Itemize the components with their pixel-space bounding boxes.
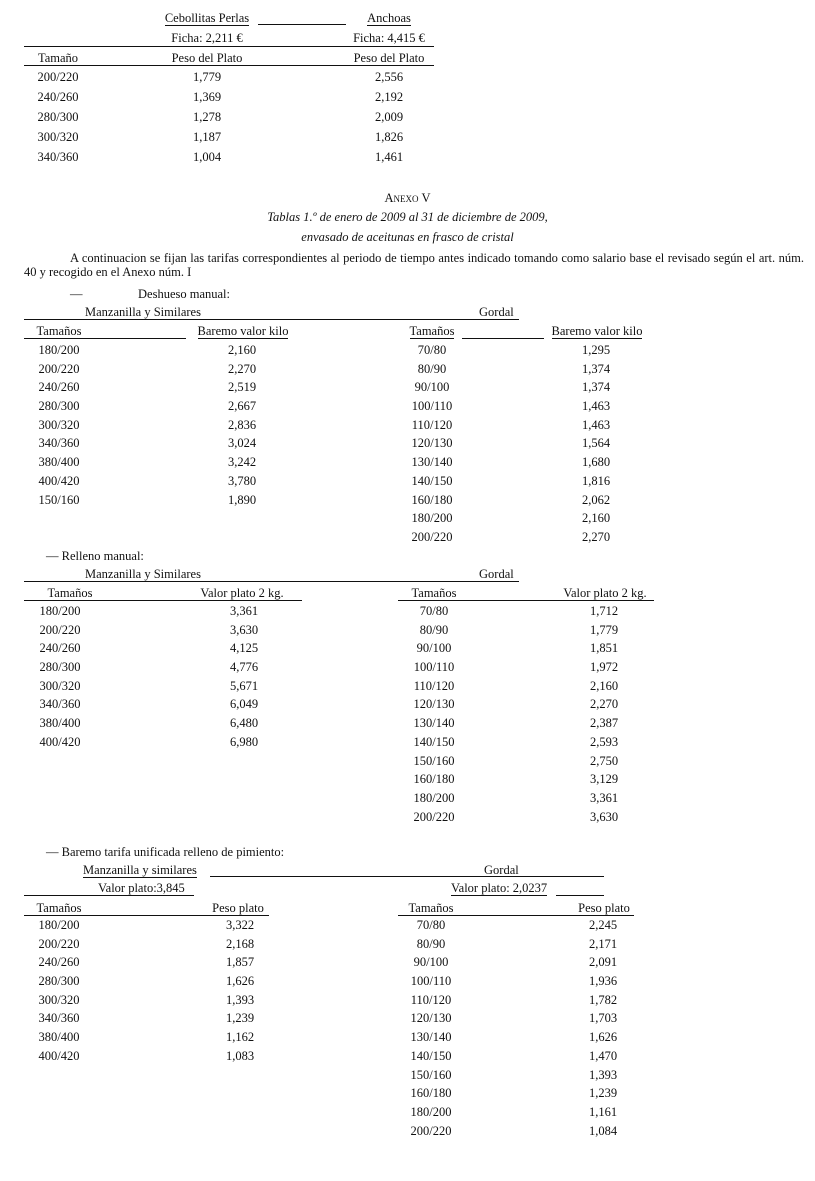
table-row	[0, 1086, 815, 1105]
cell-value: 1,463	[581, 417, 611, 432]
table-row	[0, 1068, 815, 1087]
cell-size: 180/200	[411, 511, 453, 526]
header-valor-right: Baremo valor kilo	[551, 324, 643, 338]
cell-size: 160/180	[413, 772, 455, 787]
cell-value: 6,049	[229, 697, 259, 712]
cell-value: 6,980	[229, 734, 259, 749]
table-body-right	[0, 604, 815, 828]
table-row	[0, 810, 815, 829]
table-row	[0, 150, 450, 170]
cell-value: 3,361	[229, 604, 259, 618]
table-row	[0, 697, 815, 716]
table-row	[0, 380, 815, 399]
cell-value: 3,361	[589, 790, 619, 805]
table-body-right	[0, 918, 815, 1142]
cell-size: 300/320	[39, 678, 81, 693]
rule	[462, 338, 544, 339]
cell-size: 100/110	[411, 399, 453, 414]
cell-size: 140/150	[411, 473, 453, 488]
cell-value: 1,374	[581, 361, 611, 376]
header-tamanos-left: Tamaños	[36, 901, 82, 915]
annex-title: Anexo V	[384, 191, 431, 205]
table-row	[0, 436, 815, 455]
header-tamanos-left: Tamaños	[36, 324, 82, 338]
cell-size: 140/150	[410, 1048, 452, 1063]
cell-size: 400/420	[39, 734, 81, 749]
cell-value: 1,782	[588, 992, 618, 1007]
cell-size: 90/100	[416, 641, 452, 656]
header-valor-left: Valor plato 2 kg.	[200, 586, 284, 600]
cell-value: 1,703	[588, 1011, 618, 1026]
cell-size: 90/100	[413, 955, 449, 970]
section-label: — Baremo tarifa unificada relleno de pimiento:	[46, 845, 285, 859]
cell-size: 200/220	[410, 1123, 452, 1138]
group-gordal: Gordal	[479, 305, 514, 319]
cell-size: 200/220	[38, 936, 80, 951]
header-tamanos-right: Tamaños	[411, 586, 457, 600]
rule	[24, 915, 269, 916]
cell-size: 240/260	[39, 641, 81, 656]
table-row	[0, 660, 815, 679]
cell-size: 280/300	[37, 110, 79, 124]
cell-size: 90/100	[414, 380, 450, 395]
table-row	[0, 754, 815, 773]
table-row	[0, 530, 815, 549]
cell-value: 1,680	[581, 455, 611, 470]
header-valor-left: Baremo valor kilo	[197, 324, 289, 338]
cell-value: 2,556	[374, 70, 404, 84]
cell-value: 1,369	[192, 90, 222, 104]
header-valor-left: Peso plato	[212, 901, 264, 915]
cell-value: 3,242	[227, 455, 257, 470]
cell-value: 1,084	[588, 1123, 618, 1138]
group-manzanilla: Manzanilla y Similares	[85, 305, 201, 319]
table-row	[0, 623, 815, 642]
cell-size: 100/110	[413, 660, 455, 675]
table-row	[0, 418, 815, 437]
table-row	[0, 362, 815, 381]
cell-value: 2,160	[227, 343, 257, 357]
cell-value: 1,779	[589, 622, 619, 637]
table-row	[0, 1049, 815, 1068]
cell-size: 200/220	[413, 809, 455, 824]
cell-size: 340/360	[37, 150, 79, 164]
cell-value: 1,083	[225, 1048, 255, 1063]
cell-size: 400/420	[38, 1048, 80, 1063]
header-peso-anchoas: Peso del Plato	[353, 51, 425, 65]
table-row	[0, 716, 815, 735]
table-row	[0, 455, 815, 474]
valor-plato-right: Valor plato: 2,0237	[451, 881, 548, 895]
table-row	[0, 791, 815, 810]
cell-size: 80/90	[419, 622, 449, 637]
cell-value: 2,168	[225, 936, 255, 951]
cell-size: 300/320	[38, 417, 80, 432]
rule	[24, 895, 194, 896]
group-gordal: Gordal	[484, 863, 519, 877]
cell-value: 2,519	[227, 380, 257, 395]
cell-value: 1,374	[581, 380, 611, 395]
group-manzanilla: Manzanilla y similares	[83, 863, 197, 877]
header-tamanos-left: Tamaños	[47, 586, 93, 600]
table-row	[0, 90, 450, 110]
table-row	[0, 1030, 815, 1049]
cell-size: 180/200	[38, 343, 80, 357]
cell-size: 100/110	[410, 974, 452, 989]
cell-size: 180/200	[39, 604, 81, 618]
rule	[398, 600, 654, 601]
header-valor-right: Valor plato 2 kg.	[563, 586, 647, 600]
cell-size: 70/80	[416, 918, 446, 932]
table-row	[0, 604, 815, 623]
header-tamano: Tamaño	[37, 51, 79, 65]
cell-value: 1,816	[581, 473, 611, 488]
table-row	[0, 474, 815, 493]
header-tamanos-right: Tamaños	[408, 901, 454, 915]
cell-value: 2,270	[589, 697, 619, 712]
group-gordal: Gordal	[479, 567, 514, 581]
table-row	[0, 918, 815, 937]
annex-subtitle-2: envasado de aceitunas en frasco de cristal	[301, 230, 514, 244]
header-valor-right: Peso plato	[578, 901, 630, 915]
table-row	[0, 1105, 815, 1124]
cell-value: 2,245	[588, 918, 618, 932]
cell-size: 200/220	[37, 70, 79, 84]
ficha-cebollitas: Ficha: 2,211 €	[171, 31, 243, 45]
cell-size: 200/220	[411, 529, 453, 544]
cell-value: 1,239	[225, 1011, 255, 1026]
cell-value: 3,129	[589, 772, 619, 787]
cell-size: 110/120	[410, 992, 452, 1007]
col-title-anchoas: Anchoas	[367, 11, 411, 25]
annex-paragraph: A continuacion se fijan las tarifas correspondientes al periodo de tiempo antes indicado tomando como salario base el revisado según el art. núm. 40 y recogido en el Anexo núm. I	[24, 251, 804, 279]
cell-value: 1,187	[192, 130, 222, 144]
cell-value: 3,630	[589, 809, 619, 824]
cell-size: 150/160	[413, 753, 455, 768]
rule	[258, 24, 346, 25]
header-tamanos-right: Tamaños	[409, 324, 455, 338]
cell-value: 2,009	[374, 110, 404, 124]
cell-size: 300/320	[37, 130, 79, 144]
table-row	[0, 1011, 815, 1030]
cell-value: 1,161	[588, 1104, 618, 1119]
cell-value: 3,024	[227, 436, 257, 451]
rule	[24, 65, 434, 66]
cell-size: 120/130	[413, 697, 455, 712]
cell-size: 280/300	[38, 399, 80, 414]
cell-value: 1,857	[225, 955, 255, 970]
cell-value: 2,387	[589, 716, 619, 731]
cell-size: 160/180	[411, 492, 453, 507]
table-row	[0, 735, 815, 754]
table-row	[0, 511, 815, 530]
header-peso-cebollitas: Peso del Plato	[171, 51, 243, 65]
cell-value: 1,393	[588, 1067, 618, 1082]
cell-size: 130/140	[410, 1030, 452, 1045]
table-row	[0, 70, 450, 90]
cell-value: 2,160	[581, 511, 611, 526]
section-dash: —	[70, 287, 83, 301]
rule	[24, 319, 519, 320]
annex-subtitle-1: Tablas 1.º de enero de 2009 al 31 de diciembre de 2009,	[267, 210, 548, 224]
table-row	[0, 679, 815, 698]
cell-size: 120/130	[410, 1011, 452, 1026]
cell-value: 1,461	[374, 150, 404, 164]
section-label: — Relleno manual:	[46, 549, 144, 563]
cell-size: 280/300	[38, 974, 80, 989]
rule	[210, 876, 604, 877]
cell-value: 1,712	[589, 604, 619, 618]
cell-value: 2,836	[227, 417, 257, 432]
rule	[24, 46, 434, 47]
cell-size: 380/400	[38, 455, 80, 470]
ficha-anchoas: Ficha: 4,415 €	[353, 31, 425, 45]
cell-value: 1,626	[225, 974, 255, 989]
table-row	[0, 993, 815, 1012]
table-row	[0, 641, 815, 660]
cell-size: 280/300	[39, 660, 81, 675]
cell-size: 110/120	[411, 417, 453, 432]
cell-size: 80/90	[417, 361, 447, 376]
rule	[94, 338, 186, 339]
cell-value: 5,671	[229, 678, 259, 693]
cell-value: 1,239	[588, 1086, 618, 1101]
table-row	[0, 955, 815, 974]
cell-value: 1,295	[581, 343, 611, 357]
cell-size: 300/320	[38, 992, 80, 1007]
cell-size: 240/260	[38, 380, 80, 395]
cell-value: 3,630	[229, 622, 259, 637]
cell-size: 70/80	[417, 343, 447, 357]
table-row	[0, 399, 815, 418]
cell-size: 180/200	[410, 1104, 452, 1119]
table-body	[0, 70, 450, 170]
cell-value: 2,750	[589, 753, 619, 768]
cell-value: 2,270	[227, 361, 257, 376]
cell-size: 150/160	[410, 1067, 452, 1082]
cell-size: 340/360	[38, 1011, 80, 1026]
rule	[24, 338, 94, 339]
table-row	[0, 110, 450, 130]
rule	[24, 600, 302, 601]
cell-value: 1,936	[588, 974, 618, 989]
rule	[398, 915, 634, 916]
cell-size: 200/220	[38, 361, 80, 376]
cell-size: 110/120	[413, 678, 455, 693]
cell-size: 380/400	[38, 1030, 80, 1045]
cell-value: 2,192	[374, 90, 404, 104]
cell-size: 150/160	[38, 492, 80, 507]
cell-size: 140/150	[413, 734, 455, 749]
cell-value: 1,162	[225, 1030, 255, 1045]
cell-value: 1,890	[227, 492, 257, 507]
table-row	[0, 343, 815, 362]
valor-plato-left: Valor plato:3,845	[98, 881, 185, 895]
cell-size: 200/220	[39, 622, 81, 637]
cell-size: 130/140	[411, 455, 453, 470]
cell-size: 160/180	[410, 1086, 452, 1101]
cell-value: 2,593	[589, 734, 619, 749]
cell-value: 1,463	[581, 399, 611, 414]
cell-size: 180/200	[413, 790, 455, 805]
cell-value: 4,125	[229, 641, 259, 656]
cell-value: 3,322	[225, 918, 255, 932]
cell-size: 80/90	[416, 936, 446, 951]
cell-size: 120/130	[411, 436, 453, 451]
cell-value: 1,564	[581, 436, 611, 451]
cell-size: 340/360	[38, 436, 80, 451]
cell-value: 2,667	[227, 399, 257, 414]
table-row	[0, 1124, 815, 1143]
section-label: Deshueso manual:	[138, 287, 230, 301]
cell-value: 1,004	[192, 150, 222, 164]
cell-value: 2,171	[588, 936, 618, 951]
cell-size: 180/200	[38, 918, 80, 932]
cell-value: 1,393	[225, 992, 255, 1007]
col-title-cebollitas: Cebollitas Perlas	[164, 11, 250, 25]
cell-value: 3,780	[227, 473, 257, 488]
table-row	[0, 937, 815, 956]
cell-value: 2,091	[588, 955, 618, 970]
cell-value: 1,779	[192, 70, 222, 84]
cell-size: 400/420	[38, 473, 80, 488]
cell-value: 1,826	[374, 130, 404, 144]
cell-value: 4,776	[229, 660, 259, 675]
group-manzanilla: Manzanilla y Similares	[85, 567, 201, 581]
cell-size: 240/260	[37, 90, 79, 104]
cell-value: 2,062	[581, 492, 611, 507]
table-row	[0, 493, 815, 512]
cell-value: 1,470	[588, 1048, 618, 1063]
cell-value: 1,972	[589, 660, 619, 675]
cell-value: 2,270	[581, 529, 611, 544]
rule	[24, 581, 519, 582]
cell-size: 340/360	[39, 697, 81, 712]
cell-size: 130/140	[413, 716, 455, 731]
table-body-right	[0, 343, 815, 549]
table-row	[0, 974, 815, 993]
cell-value: 1,278	[192, 110, 222, 124]
cell-value: 1,626	[588, 1030, 618, 1045]
cell-value: 2,160	[589, 678, 619, 693]
table-row	[0, 130, 450, 150]
rule	[556, 895, 604, 896]
cell-value: 1,851	[589, 641, 619, 656]
cell-size: 70/80	[419, 604, 449, 618]
cell-value: 6,480	[229, 716, 259, 731]
table-row	[0, 772, 815, 791]
cell-size: 240/260	[38, 955, 80, 970]
cell-size: 380/400	[39, 716, 81, 731]
